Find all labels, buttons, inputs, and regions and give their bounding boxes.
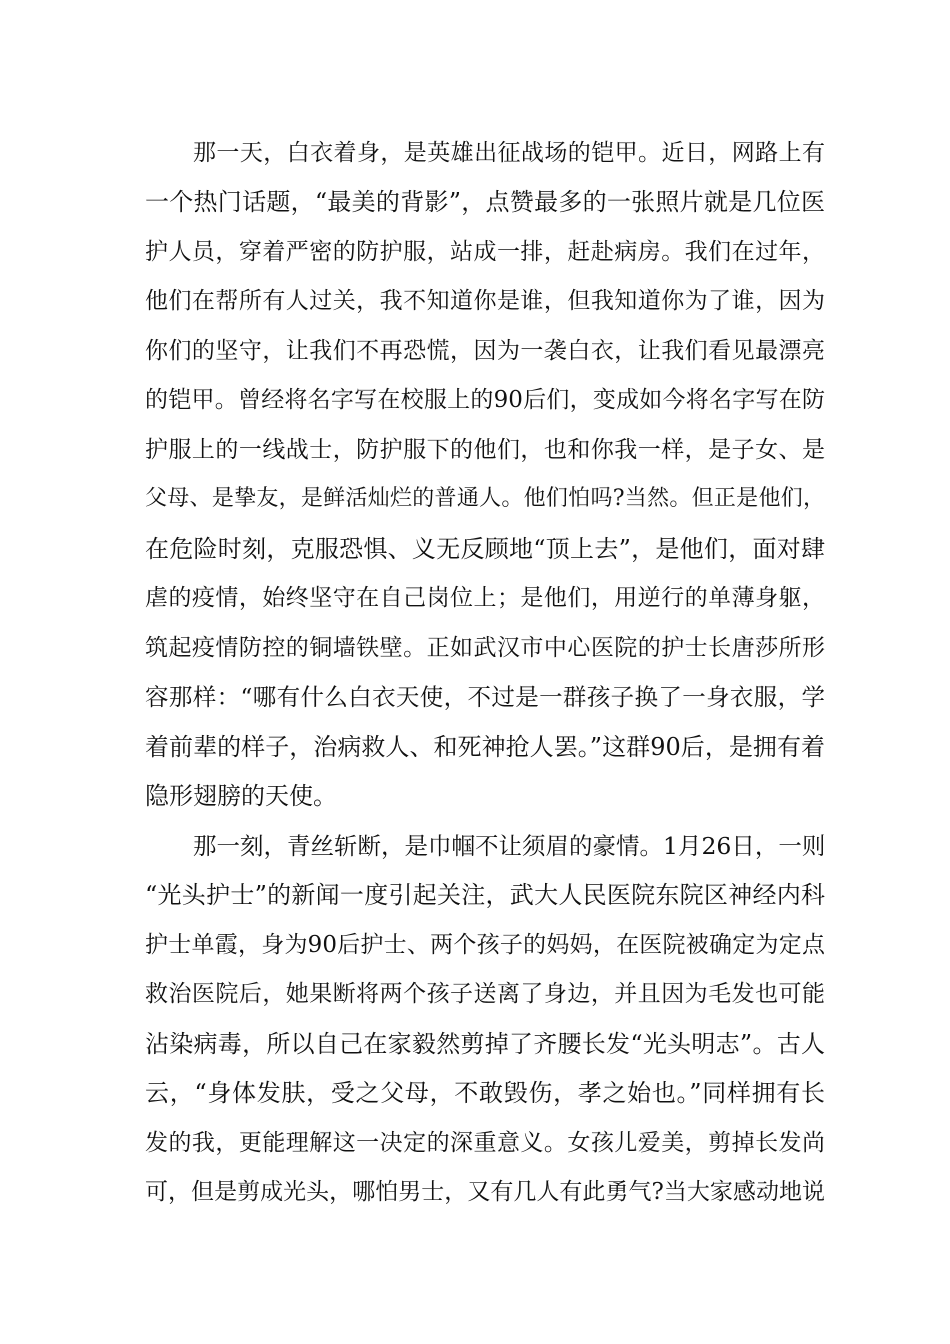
paragraph-1-line-6: 的铠甲。曾经将名字写在校服上的90后们，变成如今将名字写在防 (145, 387, 825, 413)
paragraph-2-line-8: 可，但是剪成光头，哪怕男士，又有几人有此勇气?当大家感动地说 (145, 1179, 825, 1205)
paragraph-2-line-7: 发的我，更能理解这一决定的深重意义。女孩儿爱美，剪掉长发尚 (145, 1130, 825, 1156)
paragraph-2-line-4: 救治医院后，她果断将两个孩子送离了身边，并且因为毛发也可能 (145, 981, 825, 1007)
paragraph-1-line-8: 父母、是挚友，是鲜活灿烂的普通人。他们怕吗?当然。但正是他们， (145, 486, 825, 511)
paragraph-2-line-3: 护士单霞，身为90后护士、两个孩子的妈妈，在医院被确定为定点 (145, 932, 825, 958)
paragraph-1-line-9: 在危险时刻，克服恐惧、义无反顾地“顶上去”，是他们，面对肆 (145, 535, 825, 563)
paragraph-1-line-14: 隐形翅膀的天使。 (145, 782, 337, 810)
paragraph-2-line-2: “光头护士”的新闻一度引起关注，武大人民医院东院区神经内科 (145, 881, 825, 909)
paragraph-1-line-12: 容那样：“哪有什么白衣天使，不过是一群孩子换了一身衣服，学 (145, 683, 825, 711)
paragraph-2-line-6: 云，“身体发肤，受之父母，不敢毁伤，孝之始也。”同样拥有长 (145, 1079, 825, 1107)
paragraph-1-line-10: 虐的疫情，始终坚守在自己岗位上；是他们，用逆行的单薄身躯， (145, 585, 825, 611)
paragraph-1-line-4: 他们在帮所有人过关，我不知道你是谁，但我知道你为了谁，因为 (145, 288, 825, 314)
paragraph-1-line-7: 护服上的一线战士，防护服下的他们，也和你我一样，是子女、是 (145, 437, 825, 463)
paragraph-1-line-1: 那一天，白衣着身，是英雄出征战场的铠甲。近日，网路上有 (193, 140, 825, 166)
paragraph-2-line-1: 那一刻，青丝斩断，是巾帼不让须眉的豪情。1月26日，一则 (193, 832, 826, 860)
paragraph-1-line-5: 你们的坚守，让我们不再恐慌，因为一袭白衣，让我们看见最漂亮 (145, 338, 825, 364)
paragraph-1-line-13: 着前辈的样子，治病救人、和死神抢人罢。”这群90后，是拥有着 (145, 733, 825, 761)
paragraph-1-line-2: 一个热门话题，“最美的背影”，点赞最多的一张照片就是几位医 (145, 188, 825, 216)
paragraph-1-line-3: 护人员，穿着严密的防护服，站成一排，赶赴病房。我们在过年， (145, 239, 825, 265)
paragraph-1-line-11: 筑起疫情防控的铜墙铁壁。正如武汉市中心医院的护士长唐莎所形 (145, 635, 825, 661)
paragraph-2-line-5: 沾染病毒，所以自己在家毅然剪掉了齐腰长发“光头明志”。古人 (145, 1030, 825, 1058)
